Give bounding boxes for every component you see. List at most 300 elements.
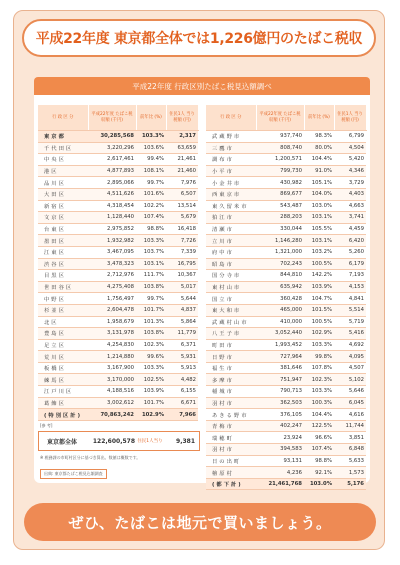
revenue-cell: 937,740	[256, 131, 304, 143]
district-cell: 青梅市	[206, 420, 256, 432]
district-cell: 渋谷区	[38, 258, 88, 270]
district-cell: 国立市	[206, 293, 256, 305]
per-capita-cell: 4,837	[166, 304, 198, 316]
per-capita-cell: 4,663	[334, 200, 366, 212]
header-ratio: 前年比 (%)	[304, 105, 334, 131]
table-row	[206, 270, 366, 282]
district-cell: 文京区	[38, 212, 88, 224]
revenue-cell: 1,958,679	[88, 316, 136, 328]
ratio-cell: 104.4%	[304, 154, 334, 166]
revenue-cell: 21,461,768	[256, 478, 304, 490]
per-capita-cell: 5,644	[166, 293, 198, 305]
table-row	[38, 304, 198, 316]
per-capita-cell: 4,459	[334, 223, 366, 235]
source-note: 出典: 東京都たばこ税見込額調査	[40, 469, 107, 479]
table-row	[38, 142, 198, 154]
ratio-cell: 100.5%	[304, 316, 334, 328]
reference-name: 東京都全体	[46, 438, 77, 446]
ratio-cell: 101.5%	[304, 304, 334, 316]
table-row	[38, 328, 198, 340]
ratio-cell: 103.1%	[304, 212, 334, 224]
per-capita-cell: 11,779	[166, 328, 198, 340]
per-capita-cell: 7,966	[166, 409, 198, 421]
district-cell: 調布市	[206, 154, 256, 166]
title-banner	[22, 19, 376, 57]
revenue-cell: 869,677	[256, 188, 304, 200]
ratio-cell: 92.1%	[304, 467, 334, 479]
district-cell: (特別区計)	[38, 409, 88, 421]
district-cell: 日の出町	[206, 455, 256, 467]
table-row	[206, 154, 366, 166]
table-row	[206, 177, 366, 189]
flyer-page	[13, 10, 385, 550]
district-cell: 豊島区	[38, 328, 88, 340]
table-row	[206, 212, 366, 224]
ratio-cell: 99.8%	[304, 351, 334, 363]
per-capita-cell: 3,729	[334, 177, 366, 189]
reference-revenue: 122,600,578	[92, 437, 135, 445]
table-row	[206, 316, 366, 328]
table-row	[38, 212, 198, 224]
ratio-cell: 103.0%	[304, 200, 334, 212]
per-capita-cell: 4,504	[334, 142, 366, 154]
per-capita-cell: 5,719	[334, 316, 366, 328]
revenue-cell: 3,467,095	[88, 246, 136, 258]
district-cell: 千代田区	[38, 142, 88, 154]
page-title: 平成22年度 東京都全体では1,226億円のたばこ税収	[35, 31, 363, 47]
table-row	[38, 351, 198, 363]
per-capita-cell: 4,153	[334, 281, 366, 293]
district-cell: 台東区	[38, 223, 88, 235]
revenue-cell: 727,964	[256, 351, 304, 363]
ratio-cell: 101.3%	[136, 316, 166, 328]
revenue-cell: 2,712,976	[88, 270, 136, 282]
ratio-cell: 105.5%	[304, 223, 334, 235]
district-cell: 三鷹市	[206, 142, 256, 154]
ratio-cell: 104.7%	[304, 293, 334, 305]
ratio-cell: 104.0%	[304, 188, 334, 200]
revenue-cell: 1,200,571	[256, 154, 304, 166]
revenue-cell: 4,877,893	[88, 165, 136, 177]
ratio-cell: 103.6%	[136, 142, 166, 154]
revenue-cell: 2,617,461	[88, 154, 136, 166]
table-row	[206, 455, 366, 467]
per-capita-cell: 11,744	[334, 420, 366, 432]
per-capita-cell: 4,841	[334, 293, 366, 305]
per-capita-cell: 5,102	[334, 374, 366, 386]
table-row	[38, 293, 198, 305]
reference-per: 9,381	[176, 437, 195, 445]
district-cell: 大田区	[38, 188, 88, 200]
district-cell: 小金井市	[206, 177, 256, 189]
per-capita-cell: 5,514	[334, 304, 366, 316]
revenue-cell: 844,810	[256, 270, 304, 282]
ratio-cell: 101.7%	[136, 304, 166, 316]
ratio-cell: 99.7%	[136, 293, 166, 305]
district-cell: 日野市	[206, 351, 256, 363]
ratio-cell: 103.3%	[136, 235, 166, 247]
revenue-cell: 1,756,497	[88, 293, 136, 305]
table-row	[206, 467, 366, 479]
per-capita-cell: 5,864	[166, 316, 198, 328]
district-cell: 品川区	[38, 177, 88, 189]
ratio-cell: 99.4%	[136, 154, 166, 166]
revenue-cell: 543,487	[256, 200, 304, 212]
ratio-cell: 103.2%	[304, 246, 334, 258]
ratio-cell: 102.3%	[304, 374, 334, 386]
per-capita-cell: 6,420	[334, 235, 366, 247]
per-capita-cell: 4,692	[334, 339, 366, 351]
ratio-cell: 102.2%	[136, 200, 166, 212]
ratio-cell: 142.2%	[304, 270, 334, 282]
district-cell: 東久留米市	[206, 200, 256, 212]
district-cell: 練馬区	[38, 374, 88, 386]
table-row	[206, 444, 366, 456]
table-row	[38, 154, 198, 166]
revenue-cell: 4,254,830	[88, 339, 136, 351]
reference-per-label: 住民1人当り	[137, 439, 163, 444]
per-capita-cell: 5,931	[166, 351, 198, 363]
revenue-cell: 702,243	[256, 258, 304, 270]
per-capita-cell: 2,317	[166, 131, 198, 143]
ratio-cell: 122.5%	[304, 420, 334, 432]
per-capita-cell: 3,851	[334, 432, 366, 444]
table-row	[38, 316, 198, 328]
ratio-cell: 103.1%	[304, 235, 334, 247]
revenue-cell: 1,128,440	[88, 212, 136, 224]
per-capita-cell: 5,416	[334, 328, 366, 340]
ratio-cell: 103.3%	[136, 131, 166, 143]
district-cell: 足立区	[38, 339, 88, 351]
revenue-cell: 1,993,452	[256, 339, 304, 351]
table-row	[38, 165, 198, 177]
per-capita-cell: 7,193	[334, 270, 366, 282]
ratio-cell: 100.5%	[304, 258, 334, 270]
district-cell: 狛江市	[206, 212, 256, 224]
ratio-cell: 98.8%	[136, 223, 166, 235]
revenue-cell: 3,002,612	[88, 397, 136, 409]
per-capita-cell: 6,507	[166, 188, 198, 200]
table-row	[38, 258, 198, 270]
table-row	[206, 304, 366, 316]
table-row	[38, 131, 198, 143]
district-cell: 多摩市	[206, 374, 256, 386]
table-row	[38, 339, 198, 351]
revenue-cell: 2,895,066	[88, 177, 136, 189]
revenue-cell: 93,131	[256, 455, 304, 467]
revenue-cell: 4,236	[256, 467, 304, 479]
table-row	[206, 351, 366, 363]
table-row	[206, 409, 366, 421]
ratio-cell: 80.0%	[304, 142, 334, 154]
table-row	[206, 165, 366, 177]
ratio-cell: 107.8%	[304, 362, 334, 374]
district-cell: 立川市	[206, 235, 256, 247]
table-row	[38, 177, 198, 189]
table-left-body	[38, 131, 198, 421]
table-row	[206, 374, 366, 386]
revenue-cell: 23,924	[256, 432, 304, 444]
district-cell: 北区	[38, 316, 88, 328]
per-capita-cell: 6,155	[166, 386, 198, 398]
per-capita-cell: 6,799	[334, 131, 366, 143]
revenue-cell: 1,932,982	[88, 235, 136, 247]
district-cell: 小平市	[206, 165, 256, 177]
table-row	[206, 200, 366, 212]
table-right-body	[206, 131, 366, 490]
table-row	[38, 188, 198, 200]
ratio-cell: 107.4%	[304, 444, 334, 456]
per-capita-cell: 1,573	[334, 467, 366, 479]
reference-box	[38, 431, 200, 451]
per-capita-cell: 3,741	[334, 212, 366, 224]
district-cell: 世田谷区	[38, 281, 88, 293]
revenue-cell: 4,318,454	[88, 200, 136, 212]
district-cell: 清瀬市	[206, 223, 256, 235]
district-cell: 葛飾区	[38, 397, 88, 409]
ratio-cell: 102.5%	[136, 374, 166, 386]
table-row	[206, 339, 366, 351]
district-cell: 荒川区	[38, 351, 88, 363]
revenue-cell: 2,975,852	[88, 223, 136, 235]
table-row	[206, 258, 366, 270]
revenue-cell: 381,646	[256, 362, 304, 374]
table-row	[38, 200, 198, 212]
district-cell: 江東区	[38, 246, 88, 258]
table-row	[38, 246, 198, 258]
ratio-cell: 105.1%	[304, 177, 334, 189]
revenue-cell: 30,285,568	[88, 131, 136, 143]
ratio-cell: 103.9%	[136, 386, 166, 398]
revenue-cell: 2,604,478	[88, 304, 136, 316]
table-row	[38, 397, 198, 409]
header-revenue: 平成22年度 たばこ税収額 (千円)	[256, 105, 304, 131]
revenue-cell: 808,740	[256, 142, 304, 154]
revenue-cell: 3,131,978	[88, 328, 136, 340]
per-capita-cell: 5,646	[334, 386, 366, 398]
revenue-cell: 430,982	[256, 177, 304, 189]
table-row	[38, 362, 198, 374]
ratio-cell: 96.6%	[304, 432, 334, 444]
table-row	[206, 328, 366, 340]
per-capita-cell: 6,671	[166, 397, 198, 409]
table-row	[206, 131, 366, 143]
table-row	[38, 409, 198, 421]
district-cell: 港区	[38, 165, 88, 177]
revenue-cell: 3,478,323	[88, 258, 136, 270]
ratio-cell: 107.4%	[136, 212, 166, 224]
district-cell: 昭島市	[206, 258, 256, 270]
revenue-cell: 70,863,242	[88, 409, 136, 421]
ratio-cell: 104.4%	[304, 409, 334, 421]
district-cell: 瑞穂町	[206, 432, 256, 444]
header-district: 行 政 区 分	[38, 105, 88, 131]
table-row	[206, 188, 366, 200]
per-capita-cell: 5,176	[334, 478, 366, 490]
ratio-cell: 101.7%	[136, 397, 166, 409]
panel-title: 平成22年度 行政区別たばこ税見込額調べ	[34, 77, 370, 95]
district-cell: あきる野市	[206, 409, 256, 421]
ratio-cell: 101.6%	[136, 188, 166, 200]
ratio-cell: 103.8%	[136, 281, 166, 293]
per-capita-cell: 16,795	[166, 258, 198, 270]
table-row	[206, 362, 366, 374]
per-capita-cell: 6,371	[166, 339, 198, 351]
ratio-cell: 103.8%	[136, 328, 166, 340]
ratio-cell: 102.9%	[304, 328, 334, 340]
per-capita-cell: 6,045	[334, 397, 366, 409]
table-row	[206, 420, 366, 432]
revenue-cell: 1,146,280	[256, 235, 304, 247]
per-capita-cell: 63,659	[166, 142, 198, 154]
slogan-text: ぜひ、たばこは地元で買いましょう。	[68, 513, 332, 532]
table-row	[206, 246, 366, 258]
ratio-cell: 103.3%	[304, 339, 334, 351]
district-cell: 中野区	[38, 293, 88, 305]
ratio-cell: 100.3%	[304, 397, 334, 409]
header-per-capita: 住民1人 当り税額 (円)	[166, 105, 198, 131]
table-row	[206, 223, 366, 235]
ratio-cell: 103.3%	[136, 362, 166, 374]
revenue-cell: 3,167,900	[88, 362, 136, 374]
header-ratio: 前年比 (%)	[136, 105, 166, 131]
per-capita-cell: 21,460	[166, 165, 198, 177]
revenue-cell: 4,188,516	[88, 386, 136, 398]
per-capita-cell: 13,514	[166, 200, 198, 212]
revenue-cell: 751,947	[256, 374, 304, 386]
revenue-cell: 376,105	[256, 409, 304, 421]
district-cell: 武蔵野市	[206, 131, 256, 143]
table-row	[206, 432, 366, 444]
revenue-cell: 4,511,626	[88, 188, 136, 200]
header-per-capita: 住民1人 当り税額 (円)	[334, 105, 366, 131]
table-row	[38, 374, 198, 386]
revenue-cell: 288,203	[256, 212, 304, 224]
district-cell: 新宿区	[38, 200, 88, 212]
revenue-cell: 4,275,408	[88, 281, 136, 293]
per-capita-cell: 5,679	[166, 212, 198, 224]
table-header	[38, 105, 198, 131]
per-capita-cell: 16,418	[166, 223, 198, 235]
ratio-cell: 108.1%	[136, 165, 166, 177]
table-row	[38, 386, 198, 398]
per-capita-cell: 5,633	[334, 455, 366, 467]
per-capita-cell: 5,017	[166, 281, 198, 293]
per-capita-cell: 4,482	[166, 374, 198, 386]
per-capita-cell: 10,367	[166, 270, 198, 282]
district-cell: 稲城市	[206, 386, 256, 398]
district-cell: 墨田区	[38, 235, 88, 247]
ratio-cell: 103.1%	[136, 258, 166, 270]
revenue-cell: 394,583	[256, 444, 304, 456]
table-row	[38, 223, 198, 235]
district-cell: 江戸川区	[38, 386, 88, 398]
district-cell: 武蔵村山市	[206, 316, 256, 328]
ratio-cell: 102.3%	[136, 339, 166, 351]
table-row	[206, 386, 366, 398]
revenue-cell: 402,247	[256, 420, 304, 432]
per-capita-cell: 6,848	[334, 444, 366, 456]
ratio-cell: 99.6%	[136, 351, 166, 363]
ratio-cell: 103.3%	[304, 386, 334, 398]
per-capita-cell: 4,346	[334, 165, 366, 177]
ratio-cell: 103.9%	[304, 281, 334, 293]
revenue-cell: 465,000	[256, 304, 304, 316]
per-capita-cell: 4,616	[334, 409, 366, 421]
ratio-cell: 111.7%	[136, 270, 166, 282]
revenue-cell: 3,052,440	[256, 328, 304, 340]
district-cell: 東京都	[38, 131, 88, 143]
district-cell: 目黒区	[38, 270, 88, 282]
district-cell: 府中市	[206, 246, 256, 258]
district-cell: 羽村市	[206, 397, 256, 409]
per-capita-cell: 4,095	[334, 351, 366, 363]
per-capita-cell: 5,260	[334, 246, 366, 258]
table-row	[206, 235, 366, 247]
table-row	[38, 235, 198, 247]
revenue-cell: 3,220,296	[88, 142, 136, 154]
district-cell: 東村山市	[206, 281, 256, 293]
revenue-cell: 362,503	[256, 397, 304, 409]
table-row	[38, 270, 198, 282]
per-capita-cell: 7,726	[166, 235, 198, 247]
per-capita-cell: 6,179	[334, 258, 366, 270]
revenue-cell: 3,170,000	[88, 374, 136, 386]
table-row	[38, 281, 198, 293]
per-capita-cell: 4,403	[334, 188, 366, 200]
per-capita-cell: 5,420	[334, 154, 366, 166]
district-cell: 羽村市	[206, 444, 256, 456]
district-cell: 檜原村	[206, 467, 256, 479]
ratio-cell: 103.0%	[304, 478, 334, 490]
table-left	[38, 105, 199, 421]
district-cell: 国分寺市	[206, 270, 256, 282]
table-right	[206, 105, 367, 490]
per-capita-cell: 7,976	[166, 177, 198, 189]
district-cell: 杉並区	[38, 304, 88, 316]
district-cell: 福生市	[206, 362, 256, 374]
per-capita-cell: 7,339	[166, 246, 198, 258]
table-header	[206, 105, 366, 131]
table-row	[206, 397, 366, 409]
note-text: ※ 税務課の市町村区分に基づき算出。数値は概数です。	[40, 455, 141, 460]
revenue-cell: 1,321,000	[256, 246, 304, 258]
revenue-cell: 790,713	[256, 386, 304, 398]
ratio-cell: 103.7%	[136, 246, 166, 258]
ratio-cell: 98.3%	[304, 131, 334, 143]
revenue-cell: 799,730	[256, 165, 304, 177]
per-capita-cell: 5,913	[166, 362, 198, 374]
district-cell: (都下計)	[206, 478, 256, 490]
ratio-cell: 102.9%	[136, 409, 166, 421]
header-revenue: 平成22年度 たばこ税収額 (千円)	[88, 105, 136, 131]
header-district: 行 政 区 分	[206, 105, 256, 131]
reference-label: [参 考]	[40, 423, 53, 428]
district-cell: 町田市	[206, 339, 256, 351]
per-capita-cell: 4,507	[334, 362, 366, 374]
ratio-cell: 98.8%	[304, 455, 334, 467]
per-capita-cell: 21,461	[166, 154, 198, 166]
table-row	[206, 142, 366, 154]
revenue-cell: 360,428	[256, 293, 304, 305]
district-cell: 西東京市	[206, 188, 256, 200]
ratio-cell: 99.7%	[136, 177, 166, 189]
revenue-cell: 330,044	[256, 223, 304, 235]
district-cell: 東大和市	[206, 304, 256, 316]
slogan-banner	[24, 503, 376, 541]
revenue-cell: 410,000	[256, 316, 304, 328]
data-panel	[34, 77, 370, 489]
